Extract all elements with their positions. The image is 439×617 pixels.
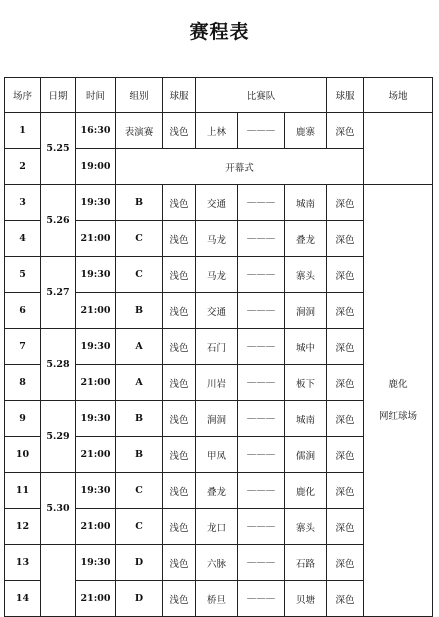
cell-jersey-home: 浅色 (163, 329, 196, 365)
cell-team-away: 叠龙 (285, 221, 327, 257)
cell-time: 19:30 (76, 401, 116, 437)
cell-jersey-home: 浅色 (163, 509, 196, 545)
cell-team-home: 叠龙 (196, 473, 238, 509)
cell-time: 16:30 (76, 113, 116, 149)
cell-team-home: 六脉 (196, 545, 238, 581)
cell-time: 21:00 (76, 365, 116, 401)
cell-jersey-home: 浅色 (163, 365, 196, 401)
cell-team-away: 寨头 (285, 257, 327, 293)
cell-jersey-home: 浅色 (163, 581, 196, 617)
cell-time: 21:00 (76, 293, 116, 329)
cell-vs-dash: ——— (238, 401, 285, 437)
cell-time: 19:30 (76, 257, 116, 293)
cell-jersey-away: 深色 (327, 257, 364, 293)
cell-team-away: 贝塘 (285, 581, 327, 617)
cell-time: 19:30 (76, 185, 116, 221)
cell-date (41, 545, 76, 617)
cell-seq: 8 (5, 365, 41, 401)
cell-seq: 6 (5, 293, 41, 329)
cell-team-home: 马龙 (196, 257, 238, 293)
cell-jersey-away: 深色 (327, 509, 364, 545)
cell-team-home: 涧洞 (196, 401, 238, 437)
cell-team-away: 城南 (285, 401, 327, 437)
cell-team-home: 桥旦 (196, 581, 238, 617)
cell-vs-dash: ——— (238, 545, 285, 581)
cell-jersey-home: 浅色 (163, 185, 196, 221)
cell-seq: 12 (5, 509, 41, 545)
cell-time: 21:00 (76, 581, 116, 617)
cell-jersey-home: 浅色 (163, 545, 196, 581)
header-match: 比赛队 (196, 78, 327, 113)
header-group: 组别 (116, 78, 163, 113)
cell-team-home: 龙口 (196, 509, 238, 545)
cell-venue (364, 185, 433, 617)
table-row (5, 113, 433, 149)
cell-seq: 14 (5, 581, 41, 617)
venue-line2: 网红球场 (378, 410, 417, 422)
cell-vs-dash: ——— (238, 581, 285, 617)
cell-venue-blank (364, 113, 433, 185)
cell-group: C (116, 473, 163, 509)
cell-group: 表演赛 (116, 113, 163, 149)
schedule-table (4, 77, 433, 617)
cell-time: 19:30 (76, 545, 116, 581)
header-time: 时间 (76, 78, 116, 113)
cell-group: B (116, 401, 163, 437)
cell-jersey-home: 浅色 (163, 113, 196, 149)
cell-team-away: 儒涧 (285, 437, 327, 473)
cell-group: B (116, 437, 163, 473)
cell-vs-dash: ——— (238, 221, 285, 257)
cell-vs-dash: ——— (238, 257, 285, 293)
cell-team-away: 板下 (285, 365, 327, 401)
cell-jersey-away: 深色 (327, 545, 364, 581)
cell-time: 19:30 (76, 329, 116, 365)
cell-team-home: 马龙 (196, 221, 238, 257)
venue-line1: 鹿化 (388, 378, 408, 390)
cell-seq: 1 (5, 113, 41, 149)
cell-jersey-away: 深色 (327, 581, 364, 617)
cell-time: 19:00 (76, 149, 116, 185)
table-row (5, 185, 433, 221)
cell-time: 19:30 (76, 473, 116, 509)
cell-team-home: 交通 (196, 293, 238, 329)
cell-group: A (116, 365, 163, 401)
cell-jersey-away: 深色 (327, 293, 364, 329)
cell-team-away: 寨头 (285, 509, 327, 545)
cell-vs-dash: ——— (238, 437, 285, 473)
header-jersey-away: 球服 (327, 78, 364, 113)
cell-seq: 2 (5, 149, 41, 185)
cell-jersey-home: 浅色 (163, 257, 196, 293)
header-row (5, 78, 433, 113)
cell-group: C (116, 509, 163, 545)
cell-jersey-away: 深色 (327, 113, 364, 149)
cell-time: 21:00 (76, 509, 116, 545)
cell-jersey-away: 深色 (327, 221, 364, 257)
cell-time: 21:00 (76, 437, 116, 473)
cell-team-home: 川岩 (196, 365, 238, 401)
cell-jersey-away: 深色 (327, 473, 364, 509)
cell-date: 5.25 (41, 113, 76, 185)
cell-vs-dash: ——— (238, 113, 285, 149)
cell-seq: 13 (5, 545, 41, 581)
cell-seq: 11 (5, 473, 41, 509)
cell-jersey-home: 浅色 (163, 473, 196, 509)
cell-seq: 5 (5, 257, 41, 293)
cell-date: 5.30 (41, 473, 76, 545)
cell-date: 5.28 (41, 329, 76, 401)
cell-jersey-home: 浅色 (163, 221, 196, 257)
cell-team-away: 城南 (285, 185, 327, 221)
cell-vs-dash: ——— (238, 509, 285, 545)
cell-jersey-away: 深色 (327, 401, 364, 437)
cell-jersey-away: 深色 (327, 365, 364, 401)
cell-seq: 3 (5, 185, 41, 221)
cell-team-home: 交通 (196, 185, 238, 221)
cell-vs-dash: ——— (238, 293, 285, 329)
cell-seq: 9 (5, 401, 41, 437)
header-seq: 场序 (5, 78, 41, 113)
cell-group: D (116, 545, 163, 581)
cell-date: 5.26 (41, 185, 76, 257)
cell-group: A (116, 329, 163, 365)
cell-jersey-away: 深色 (327, 329, 364, 365)
cell-jersey-away: 深色 (327, 437, 364, 473)
cell-team-away: 石路 (285, 545, 327, 581)
cell-jersey-home: 浅色 (163, 293, 196, 329)
cell-team-away: 城中 (285, 329, 327, 365)
cell-team-away: 涧洞 (285, 293, 327, 329)
header-date: 日期 (41, 78, 76, 113)
cell-seq: 4 (5, 221, 41, 257)
cell-vs-dash: ——— (238, 185, 285, 221)
page-title: 赛程表 (189, 21, 250, 43)
cell-seq: 10 (5, 437, 41, 473)
cell-team-away: 鹿化 (285, 473, 327, 509)
cell-date: 5.29 (41, 401, 76, 473)
cell-team-home: 甲凤 (196, 437, 238, 473)
cell-vs-dash: ——— (238, 329, 285, 365)
cell-vs-dash: ——— (238, 365, 285, 401)
cell-group: C (116, 221, 163, 257)
cell-team-home: 上林 (196, 113, 238, 149)
cell-group: D (116, 581, 163, 617)
cell-vs-dash: ——— (238, 473, 285, 509)
cell-opening-ceremony: 开幕式 (116, 149, 364, 185)
cell-group: B (116, 185, 163, 221)
cell-team-away: 鹿寨 (285, 113, 327, 149)
cell-jersey-home: 浅色 (163, 437, 196, 473)
cell-jersey-home: 浅色 (163, 401, 196, 437)
cell-jersey-away: 深色 (327, 185, 364, 221)
cell-seq: 7 (5, 329, 41, 365)
header-jersey-home: 球服 (163, 78, 196, 113)
cell-team-home: 石门 (196, 329, 238, 365)
cell-group: C (116, 257, 163, 293)
cell-time: 21:00 (76, 221, 116, 257)
cell-date: 5.27 (41, 257, 76, 329)
header-venue: 场地 (364, 78, 433, 113)
cell-group: B (116, 293, 163, 329)
